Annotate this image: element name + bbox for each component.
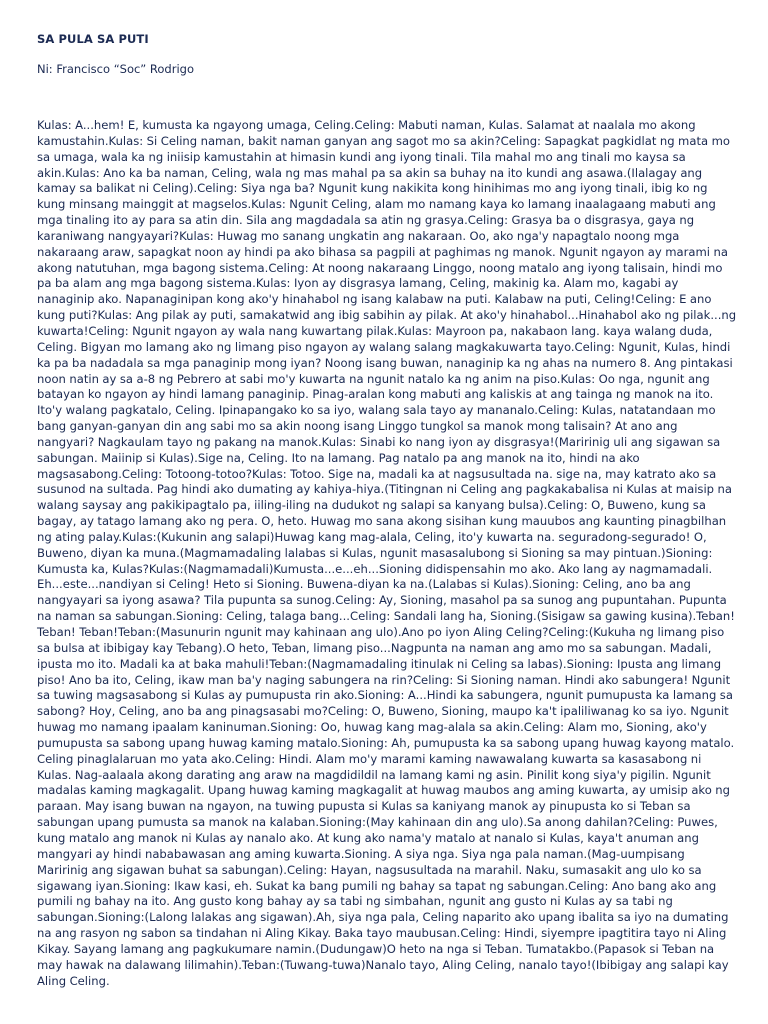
document-author: Ni: Francisco “Soc” Rodrigo: [37, 62, 194, 76]
document-body: Kulas: A...hem! E, kumusta ka ngayong umaga, Celing.Celing: Mabuti naman, Kulas. Salamat at naalala mo akong kamustahin.Kulas: Si Celing naman, bakit naman ganyan ang sagot mo sa akin?Celing: Sapagkat pagkidlat ng mata mo sa umaga, wala ka ng iniisip kamustahin at himasin kundi ang iyong tinali. Tila mahal mo ang tinali mo kaysa sa akin.Kulas: Ano ka ba naman, Celing, wala ng mas mahal pa sa akin sa buhay na ito kundi ang asawa.(Ilalagay ang kamay sa balikat ni Celing).Celing: Siya nga ba? Ngunit kung nakikita kong hinihimas mo ang iyong tinali, ibig ko ng kung minsang mainggit at magselos.Kulas: Ngunit Celing, alam mo namang kaya ko lamang inaalagaang mabuti ang mga tinaling ito ay para sa atin din. Sila ang magdadala sa atin ng grasya.Celing: Grasya ba o disgrasya, gaya ng karaniwang nangyayari?Kulas: Huwag mo sanang ungkatin ang nakaraan. Oo, ako nga'y napagtalo noong mga nakaraang araw, sapagkat noon ay hindi pa ako bihasa sa pagpili at paghimas ng manok. Ngunit ngayon ay marami na akong natutuhan, mga bagong sistema.Celing: At noong nakaraang Linggo, noong matalo ang iyong talisain, hindi mo pa ba alam ang mga bagong sistema.Kulas: Iyon ay disgrasya lamang, Celing, makinig ka. Alam mo, kagabi ay nanaginip ako. Napanaginipan kong ako'y hinahabol ng isang kalabaw na puti. Kalabaw na puti, Celing!Celing: E ano kung puti?Kulas: Ang pilak ay puti, samakatwid ang ibig sabihin ay pilak. At ako'y hinahabol...Hinahabol ako ng pilak...ng kuwarta!Celing: Ngunit ngayon ay wala nang kuwartang pilak.Kulas: Mayroon pa, nakabaon lang. kaya walang duda, Celing. Bigyan mo lamang ako ng limang piso ngayon ay walang salang magkakuwarta tayo.Celing: Ngunit, Kulas, hindi ka pa ba nadadala sa mga panaginip mong iyan? Noong isang buwan, nanaginip ka ng ahas na numero 8. Ang pintakasi noon natin ay sa a-8 ng Pebrero at sabi mo'y kuwarta na ngunit natalo ka ng anim na piso.Kulas: Oo nga, ngunit ang batayan ko ngayon ay hindi lamang panaginip. Pinag-aralan kong mabuti ang kaliskis at ang tainga ng manok na ito. Ito'y walang pagkatalo, Celing. Ipinapangako ko sa iyo, walang sala tayo ay mananalo.Celing: Kulas, natatandaan mo bang ganyan-ganyan din ang sabi mo sa akin noong isang Linggo tungkol sa manok mong talisain? At ano ang nangyari? Nagkaulam tayo ng pakang na manok.Kulas: Sinabi ko nang iyon ay disgrasya!(Maririnig uli ang sigawan sa sabungan. Maiinip si Kulas).Sige na, Celing. Ito na lamang. Pag natalo pa ang manok na ito, hindi na ako magsasabong.Celing: Totoong-totoo?Kulas: Totoo. Sige na, madali ka at nagsusultada na. sige na, may katrato ako sa susunod na sultada. Pag hindi ako dumating ay kahiya-hiya.(Titingnan ni Celing ang pagkakabalisa ni Kulas at maisip na walang saysay ang pakikipagtalo pa, iiling-iling na dudukot ng salapi sa kanyang bulsa).Celing: O, Buweno, kung sa bagay, ay tatago lamang ako ng pera. O, heto. Huwag mo sana akong sisihan kung mauubos ang kaunting pinagbilhan ng ating palay.Kulas:(Kukunin ang salapi)Huwag kang mag-alala, Celing, ito'y kuwarta na. seguradong-segurado! O, Buweno, diyan ka muna.(Magmamadaling lalabas si Kulas, ngunit masasalubong si Sioning sa may pintuan.)Sioning: Kumusta ka, Kulas?Kulas:(Nagmamadali)Kumusta...e...eh...Sioning didispensahin mo ako. Ako lang ay nagmamadali. Eh...este...nandiyan si Celing! Heto si Sioning. Buwena-diyan ka na.(Lalabas si Kulas).Sioning: Celing, ano ba ang nangyayari sa iyong asawa? Tila pupunta sa sunog.Celing: Ay, Sioning, masahol pa sa sunog ang pupuntahan. Pupunta na naman sa sabungan.Sioning: Celing, talaga bang...Celing: Sandali lang ha, Sioning.(Sisigaw sa gawing kusina).Teban! Teban! Teban!Teban:(Masunurin ngunit may kahinaan ang ulo).Ano po iyon Aling Celing?Celing:(Kukuha ng limang piso sa bulsa at ibibigay kay Tebang).O heto, Teban, limang piso...Nagpunta na naman ang amo mo sa sabungan. Madali, ipusta mo ito. Madali ka at baka mahuli!Teban:(Nagmamadaling itinulak ni Celing sa labas).Sioning: Ipusta ang limang piso! Ano ba ito, Celing, ikaw man ba'y naging sabungera na rin?Celing: Si Sioning naman. Hindi ako sabungera! Ngunit sa tuwing magsasabong si Kulas ay pumupusta rin ako.Sioning: A...Hindi ka sabungera, ngunit pumupusta ka lamang sa sabong? Hoy, Celing, ano ba ang pinagsasabi mo?Celing: O, Buweno, Sioning, maupo ka't ipaliliwanag ko sa iyo. Ngunit huwag mo namang ipaalam kaninuman.Sioning: Oo, huwag kang mag-alala sa akin.Celing: Alam mo, Sioning, ako'y pumupusta sa sabong upang huwag kaming matalo.Sioning: Ah, pumupusta ka sa sabong upang huwag kayong matalo. Celing pinaglalaruan mo yata ako.Celing: Hindi. Alam mo'y marami kaming nawawalang kuwarta sa kasasabong ni Kulas. Nag-aalaala akong darating ang araw na magdidildil na lamang kami ng asin. Pinilit kong siya'y pigilin. Ngunit madalas kaming magkagalit. Upang huwag kaming magkagalit at huwag maubos ang aming kuwarta, ay umisip ako ng paraan. May isang buwan na ngayon, na tuwing pupusta si Kulas sa kaniyang manok ay pinupusta ko si Teban sa sabungan upang pumusta sa manok na kalaban.Sioning:(May kahinaan din ang ulo).Sa anong dahilan?Celing: Puwes, kung matalo ang manok ni Kulas ay nanalo ako. At kung ako nama'y matalo at nanalo si Kulas, kaya't anuman ang mangyari ay hindi nababawasan ang aming kuwarta.Sioning. A siya nga. Siya nga pala naman.(Mag-uumpisang Maririnig ang sigawan buhat sa sabungan).Celing: Hayan, nagsusultada na marahil. Naku, sumasakit ang ulo ko sa sigawang iyan.Sioning: Ikaw kasi, eh. Sukat ka bang pumili ng bahay sa tapat ng sabungan.Celing: Ano bang ako ang pumili ng bahay na ito. Ang gusto kong bahay ay sa tabi ng simbahan, ngunit ang gusto ni Kulas ay sa tabi ng sabungan.Sioning:(Lalong lalakas ang sigawan).Ah, siya nga pala, Celing naparito ako upang ibalita sa iyo na dumating na ang rasyon ng sabon sa tindahan ni Aling Kikay. Baka tayo maubusan.Celing: Hindi, siyempre ipagtitira tayo ni Aling Kikay. Sayang lamang ang pagkukumare namin.(Dudungaw)O heto na nga si Teban. Tumatakbo.(Papasok si Teban na may hawak na dalawang lilimahin).Teban:(Tuwang-tuwa)Nanalo tayo, Aling Celing, nanalo tayo!(Ibibigay ang salapi kay Aling Celing.: [37, 118, 737, 988]
document-page: [37, 32, 737, 989]
document-title: SA PULA SA PUTI: [37, 32, 149, 46]
